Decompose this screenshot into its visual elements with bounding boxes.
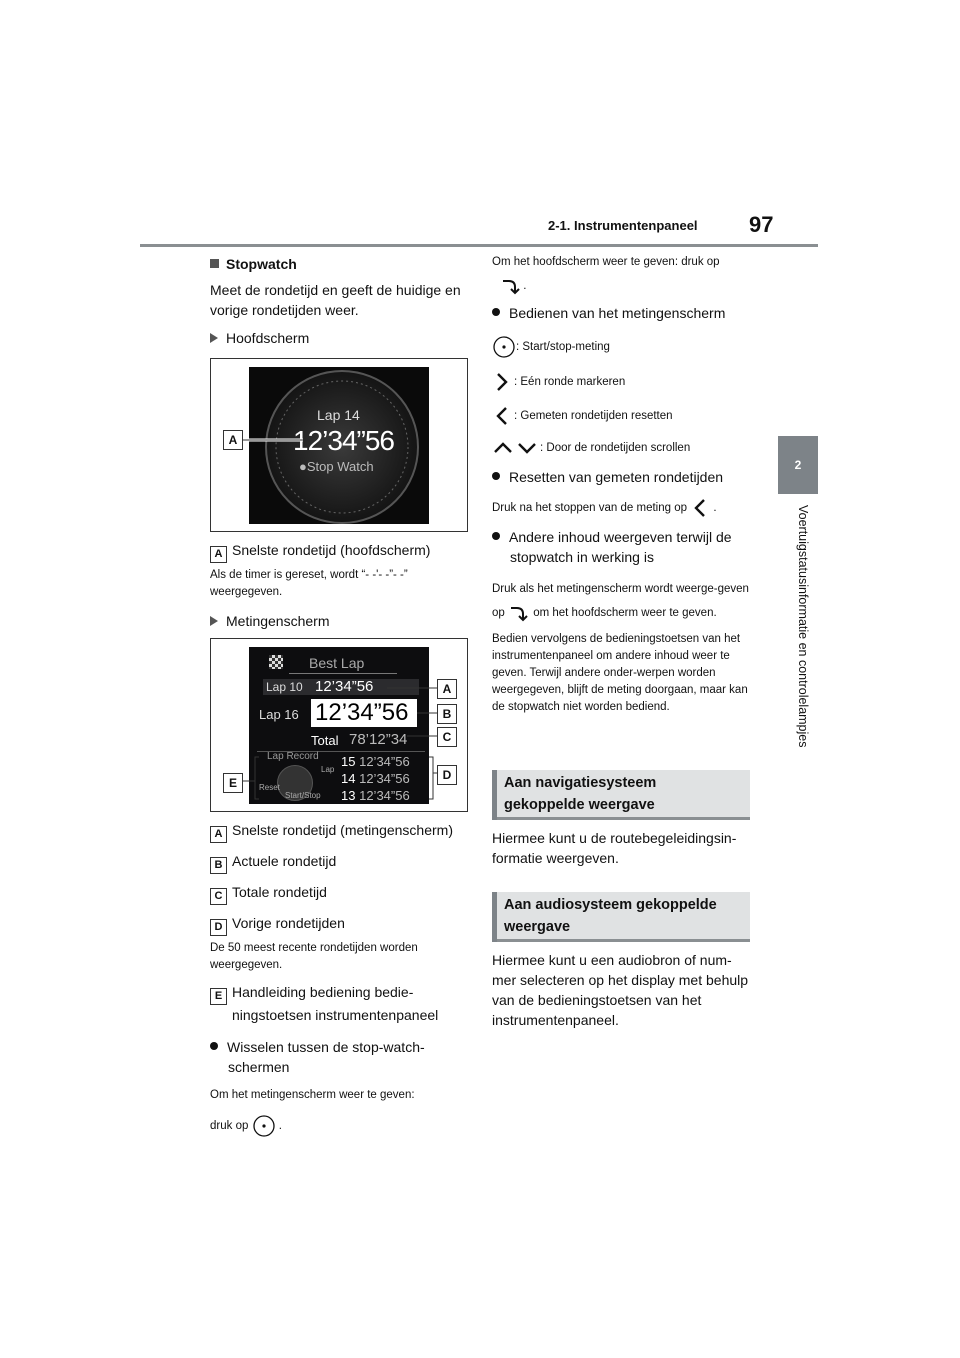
enter-button-icon — [252, 1114, 276, 1138]
label-a-box: A — [210, 826, 227, 843]
reset-note: Als de timer is gereset, wordt “- -'- -”- -” weergegeven. — [210, 569, 408, 598]
reset-heading: Resetten van gemeten rondetijden — [492, 467, 754, 487]
total-label: Total — [311, 733, 339, 748]
round-bullet-icon — [210, 1042, 218, 1050]
other-note-1: Druk als het metingenscherm wordt weerge-geven op om het hoofdscherm weer te geven. — [492, 577, 754, 625]
knob-lap-label: Lap — [321, 765, 335, 774]
callout-b: B — [437, 704, 457, 724]
record-row: 14 12’34”56 — [341, 771, 410, 786]
chapter-number: 2 — [794, 458, 802, 472]
audio-heading-box: Aan audiosysteem gekoppelde weergave — [492, 892, 750, 942]
record-row: 15 12’34”56 — [341, 754, 410, 769]
sub-hoofdscherm: Hoofdscherm — [210, 328, 472, 348]
item-a-main: A Snelste rondetijd (hoofdscherm) — [210, 540, 472, 563]
callout-a: A — [437, 679, 457, 699]
switch-note-2: druk op . — [210, 1114, 472, 1138]
current-lap-number: Lap 16 — [259, 707, 299, 722]
lap-record-title: Lap Record — [267, 751, 319, 762]
nav-text: Hiermee kunt u de routebegeleidingsin-formatie weergeven. — [492, 830, 737, 866]
op-mark-lap: : Eén ronde markeren — [492, 371, 754, 393]
main-lap-time: 12’34”56 — [293, 425, 394, 456]
current-lap-time: 12’34”56 — [311, 699, 417, 727]
switch-note-1: Om het metingenscherm weer te geven: — [210, 1089, 415, 1101]
item-a: A Snelste rondetijd (metingenscherm) — [210, 820, 472, 843]
total-time: 78’12”34 — [349, 731, 408, 748]
main-lap-label: Lap 14 — [317, 407, 360, 423]
label-a-box: A — [210, 546, 227, 563]
left-column — [210, 254, 472, 348]
best-lap-number: Lap 10 — [266, 680, 303, 694]
round-bullet-icon — [492, 308, 500, 316]
knob-startstop-label: Start/Stop — [285, 791, 321, 800]
figure-measurement-screen — [210, 638, 468, 812]
chevron-left-icon — [690, 497, 710, 519]
nav-heading-box: Aan navigatiesysteem gekoppelde weergave — [492, 770, 750, 820]
best-lap-time: 12’34”56 — [315, 678, 374, 695]
reset-note: Druk na het stoppen van de meting op . — [492, 497, 754, 519]
op-startstop: : Start/stop-meting — [492, 335, 754, 359]
other-heading: Andere inhoud weergeven terwijl de stopwatch in werking is — [492, 527, 754, 567]
header-rule — [140, 244, 818, 247]
chapter-side-label: Voertuigstatusinformatie en controlelampjes — [796, 505, 810, 748]
enter-button-icon — [492, 335, 516, 359]
chevron-right-icon — [492, 371, 514, 393]
page-number: 97 — [749, 212, 774, 237]
home-note-icon-line: . — [492, 277, 754, 295]
home-note: Om het hoofdscherm weer te geven: druk op — [492, 256, 720, 268]
label-b-box: B — [210, 857, 227, 874]
op-scroll: : Door de rondetijden scrollen — [492, 439, 754, 457]
triangle-bullet-icon — [210, 616, 218, 626]
left-column-3 — [210, 820, 472, 1138]
knob-reset-label: Reset — [259, 783, 280, 792]
stopwatch-heading: Stopwatch — [210, 254, 472, 274]
item-d-note: De 50 meest recente rondetijden worden weergegeven. — [210, 942, 418, 971]
other-note-2: Bedien vervolgens de bedieningstoetsen van het instrumentenpaneel om andere inhoud weer te geven. Terwijl andere onder-werpen worden weergegeven, blijft de meting doorgaan, maar kan de stopwatch niet worden bediend. — [492, 633, 748, 714]
callout-e: E — [223, 773, 243, 793]
op-reset: : Gemeten rondetijden resetten — [492, 405, 754, 427]
round-bullet-icon — [492, 472, 500, 480]
section-title: 2-1. Instrumentenpaneel — [548, 218, 698, 233]
round-bullet-icon — [492, 532, 500, 540]
best-lap-title: Best Lap — [309, 655, 365, 671]
callout-leader-a — [211, 359, 467, 531]
label-c-box: C — [210, 888, 227, 905]
callout-c: C — [437, 727, 457, 747]
chevron-up-down-icon — [492, 439, 540, 457]
triangle-bullet-icon — [210, 333, 218, 343]
callout-leaders — [211, 639, 467, 811]
right-column — [492, 254, 754, 716]
left-column-2 — [210, 540, 472, 631]
audio-text: Hiermee kunt u een audiobron of num-mer selecteren op het display met behulp van de bedieningstoetsen van het instrumentenpaneel. — [492, 952, 749, 1028]
item-e: E Handleiding bediening bedie-ningstoetsen instrumentenpaneel — [210, 982, 472, 1025]
square-bullet-icon — [210, 259, 219, 268]
label-d-box: D — [210, 919, 227, 936]
sub-metingenscherm: Metingenscherm — [210, 611, 472, 631]
item-c: C Totale rondetijd — [210, 882, 472, 905]
back-arrow-icon — [500, 277, 520, 295]
op-heading: Bedienen van het metingenscherm — [492, 303, 754, 323]
callout-d: D — [437, 765, 457, 785]
chapter-tab[interactable] — [778, 436, 818, 494]
item-b: B Actuele rondetijd — [210, 851, 472, 874]
label-e-box: E — [210, 988, 227, 1005]
callout-a-main: A — [223, 430, 243, 450]
chevron-left-icon — [492, 405, 514, 427]
item-d: D Vorige rondetijden — [210, 913, 472, 936]
record-row: 13 12’34”56 — [341, 788, 410, 803]
switch-heading: Wisselen tussen de stop-watch-schermen — [210, 1037, 472, 1077]
figure-main-screen — [210, 358, 468, 532]
stopwatch-intro: Meet de rondetijd en geeft de huidige en vorige rondetijden weer. — [210, 282, 461, 318]
main-mode-label: ●Stop Watch — [299, 459, 374, 474]
back-arrow-icon — [508, 604, 530, 622]
